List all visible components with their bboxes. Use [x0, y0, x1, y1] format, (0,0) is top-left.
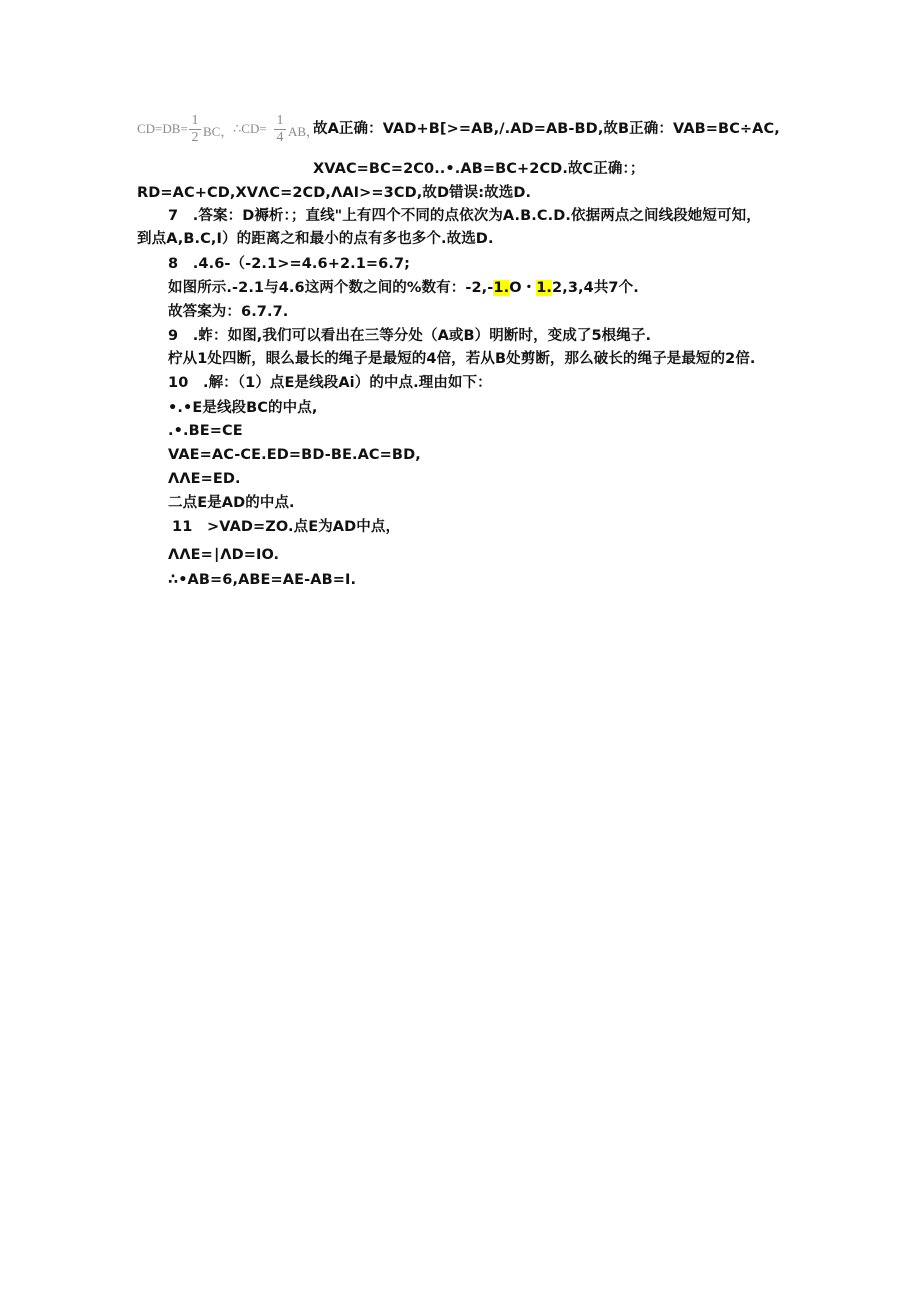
text-line-18: ΛΛE=∣ΛD=IO. [168, 547, 280, 563]
fraction-denominator: 2 [191, 130, 199, 145]
text-line-12: •.•E是线段BC的中点, [168, 400, 318, 416]
text-segment: O・ [509, 280, 537, 296]
text-line-2: XVAC=BC=2C0..•.AB=BC+2CD.故C正确：； [313, 161, 645, 177]
highlighted-text: 1. [536, 280, 553, 296]
formula-text-4: AB， [288, 124, 320, 139]
text-line-9: 9 .蚱：如图,我们可以看出在三等分处（A或B）明断时，变成了5根绳子. [168, 328, 652, 344]
text-line-5: 到点A,B.C,I）的距离之和最小的点有多也多个.故选D. [137, 231, 494, 247]
fraction-half [189, 114, 201, 145]
text-line-4: 7 .答案：D褥析：；直线"上有四个不同的点依次为A.B.C.D.依据两点之间线段她短可知， [168, 208, 761, 224]
text-line-10: 柠从1处四断，眼么最长的绳子是最短的4倍，若从B处剪断，那么破长的绳子是最短的2倍. [168, 351, 756, 367]
text-line-14: VAE=AC-CE.ED=BD-BE.AC=BD, [168, 447, 421, 463]
text-line-3: RD=AC+CD,XVΛC=2CD,ΛAI>=3CD,故D错误:故选D. [137, 185, 532, 201]
text-line-13: .•.BE=CE [168, 423, 243, 439]
fraction-quarter [274, 114, 286, 145]
text-line-16: 二点E是AD的中点. [168, 495, 295, 511]
formula-image [137, 113, 320, 158]
formula-text-3: ∴CD= [233, 121, 267, 136]
formula-text-2: BC， [203, 124, 234, 139]
formula-text-1: CD=DB= [137, 121, 188, 136]
text-line-15: ΛΛE=ED. [168, 471, 241, 487]
text-segment: 如图所示.-2.1与4.6这两个数之间的%数有：-2,- [168, 280, 494, 296]
text-line-7 [168, 279, 639, 297]
text-line-6: 8 .4.6-（-2.1>=4.6+2.1=6.7; [168, 256, 411, 272]
fraction-numerator: 1 [191, 113, 199, 128]
text-segment: 2,3,4共7个. [552, 280, 639, 296]
text-line-8: 故答案为：6.7.7. [168, 304, 289, 320]
fraction-numerator: 1 [276, 113, 284, 128]
text-line-1: 故A正确：VAD+B[>=AB,/.AD=AB-BD,故B正确：VAB=BC÷AC, [313, 121, 780, 137]
text-line-17: 11 >VAD=ZO.点E为AD中点， [172, 519, 401, 535]
text-line-11: 10 .解：（1）点E是线段Ai）的中点.理由如下： [168, 375, 492, 391]
fraction-denominator: 4 [276, 130, 284, 145]
text-line-19: ∴•AB=6,ABE=AE-AB=I. [168, 572, 357, 588]
highlighted-text: 1. [493, 280, 510, 296]
